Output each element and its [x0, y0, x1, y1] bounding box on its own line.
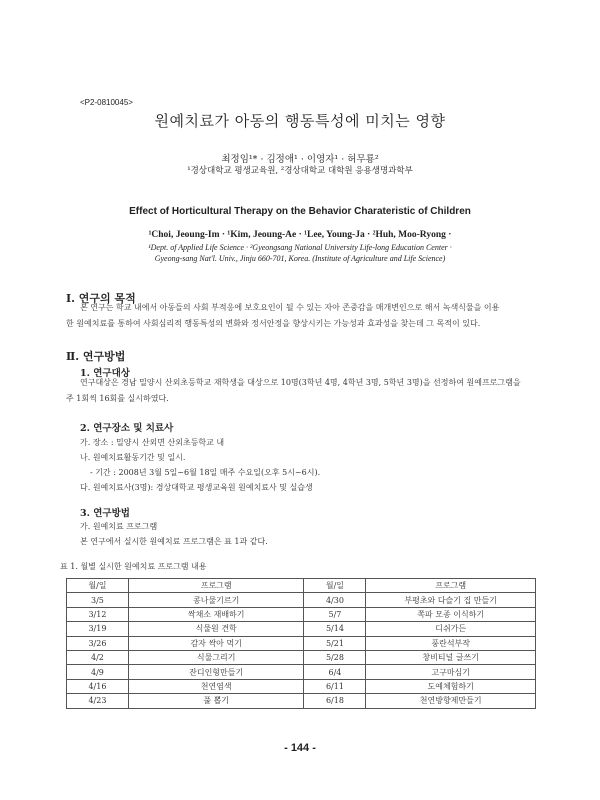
section1-body-line1: 본 연구는 학교 내에서 아동들의 사회 부적응에 보호요인이 될 수 있는 자아 존중감을 매개변인으로 해서 녹색식물을 이용: [80, 303, 500, 312]
table-row: [67, 650, 536, 664]
sub2-item1: 가. 장소 : 밀양시 산외면 산외초등학교 내: [80, 438, 225, 447]
sub2-heading: 2. 연구장소 및 치료사: [80, 423, 174, 434]
table-header-cell: 월/일: [67, 579, 129, 593]
table-cell: 천연방향제만들기: [366, 694, 536, 708]
table-cell: 풀 뽑기: [128, 694, 304, 708]
title-korean: 원예치료가 아동의 행동특성에 미치는 영향: [154, 112, 446, 130]
table-cell: 6/18: [304, 694, 366, 708]
table-header-row: [67, 579, 536, 593]
table-cell: 싹채소 재배하기: [128, 607, 304, 621]
table-cell: 부평초와 다슬기 집 만들기: [366, 593, 536, 607]
table-cell: 3/19: [67, 622, 129, 636]
affiliation-english: [0, 242, 600, 264]
table-cell: 3/5: [67, 593, 129, 607]
sub2-item3: - 기간 : 2008년 3월 5일~6월 18일 매주 수요일(오후 5시~6시).: [90, 468, 321, 477]
paper-code: <P2-0810045>: [80, 98, 133, 107]
table-cell: 4/23: [67, 694, 129, 708]
table-cell: 풍란석부작: [366, 636, 536, 650]
table-row: [67, 694, 536, 708]
table-cell: 식물원 견학: [128, 622, 304, 636]
section1-body: [66, 300, 536, 332]
table-cell: 식물그리기: [128, 650, 304, 664]
sub3-item1: 가. 원예치료 프로그램: [80, 522, 158, 531]
sub1-body-line2: 주 1회씩 16회를 실시하였다.: [66, 394, 169, 403]
authors-korean: 최정임¹* · 김정애¹ · 이영자¹ · 허무룡²: [221, 154, 379, 165]
section1-body-line2: 한 원예치료를 통하여 사회심리적 행동특성의 변화와 정서안정을 향상시키는 가능성과 효과성을 찾는데 그 목적이 있다.: [66, 319, 481, 328]
table-header-cell: 월/일: [304, 579, 366, 593]
sub3-item2: 본 연구에서 실시한 원예치료 프로그램은 표 1과 같다.: [80, 537, 268, 546]
table-cell: 6/4: [304, 665, 366, 679]
title-english: Effect of Horticultural Therapy on the Behavior Charateristic of Children: [129, 206, 471, 217]
sub1-body: [66, 375, 536, 407]
section2-heading: Ⅱ. 연구방법: [66, 350, 126, 363]
table-row: [67, 636, 536, 650]
table-row: [67, 665, 536, 679]
table-cell: 5/21: [304, 636, 366, 650]
table-cell: 3/26: [67, 636, 129, 650]
table-cell: 5/7: [304, 607, 366, 621]
page-number: - 144 -: [284, 742, 316, 754]
affiliation-korean: ¹경상대학교 평생교육원, ²경상대학교 대학원 응용생명과학부: [187, 166, 413, 176]
affiliation-english-line1: ¹Dept. of Applied Life Science · ²Gyeongsang National University Life-long Education Center ·: [148, 243, 452, 252]
sub2-item2: 나. 원예치료활동기간 및 일시.: [80, 453, 186, 462]
table-header-cell: 프로그램: [128, 579, 304, 593]
table-cell: 고구마심기: [366, 665, 536, 679]
table-caption: 표 1. 월별 실시한 원예치료 프로그램 내용: [60, 562, 207, 571]
sub3-heading: 3. 연구방법: [80, 508, 130, 519]
table-row: [67, 593, 536, 607]
table-row: [67, 622, 536, 636]
sub2-item4: 다. 원예치료사(3명): 경상대학교 평생교육원 원예치료사 및 실습생: [80, 483, 313, 492]
affiliation-english-line2: Gyeong-sang Nat'l. Univ., Jinju 660-701, Korea. (Institute of Agriculture and Life Science): [154, 254, 446, 263]
table-cell: 창비티널 글쓰기: [366, 650, 536, 664]
table-cell: 5/28: [304, 650, 366, 664]
table-cell: 콩나물기르기: [128, 593, 304, 607]
table-row: [67, 607, 536, 621]
table-cell: 천연염색: [128, 679, 304, 693]
table-cell: 잔디인형만들기: [128, 665, 304, 679]
authors-english: ¹Choi, Jeoung-Im · ¹Kim, Jeoung-Ae · ¹Lee, Young-Ja · ²Huh, Moo-Ryong ·: [148, 230, 452, 240]
table-header-cell: 프로그램: [366, 579, 536, 593]
table-cell: 쪽파 모종 이식하기: [366, 607, 536, 621]
sub1-body-line1: 연구대상은 경남 밀양시 산외초등학교 재학생을 대상으로 10명(3학년 4명, 4학년 3명, 5학년 3명)을 선정하여 원예프로그램을: [80, 378, 521, 387]
section1-heading: Ⅰ. 연구의 목적: [66, 292, 136, 305]
table-cell: 3/12: [67, 607, 129, 621]
program-schedule-table: [66, 578, 536, 709]
table-cell: 디쉬가든: [366, 622, 536, 636]
sub1-heading: 1. 연구대상: [80, 368, 130, 379]
table-cell: 감자 싹아 먹기: [128, 636, 304, 650]
table-cell: 6/11: [304, 679, 366, 693]
table-row: [67, 679, 536, 693]
table-cell: 5/14: [304, 622, 366, 636]
table-cell: 4/16: [67, 679, 129, 693]
table-cell: 4/9: [67, 665, 129, 679]
table-cell: 도예체험하기: [366, 679, 536, 693]
table-cell: 4/2: [67, 650, 129, 664]
table-cell: 4/30: [304, 593, 366, 607]
